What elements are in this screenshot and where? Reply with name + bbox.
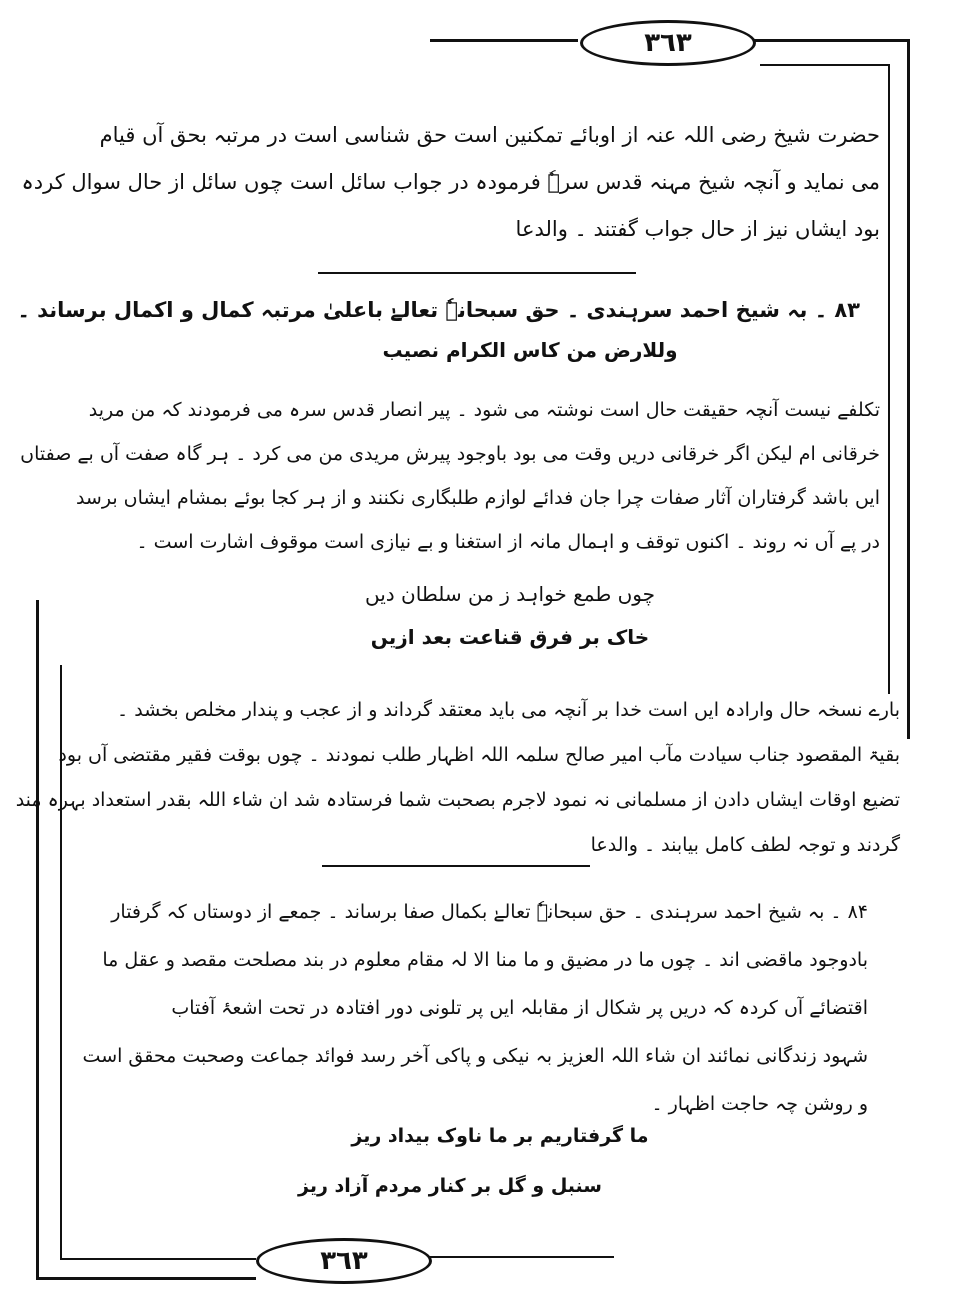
- letter-84-line: شہود زندگانی نمائند ان شاء اللہ العزیز بہ نیکی و پاکی آخر رسد فوائد جماعت وصحبت محقق است: [82, 1045, 868, 1067]
- separator-rule: [318, 272, 636, 274]
- letter-84-verse-line-2: سنبل و گل بر کنار مردم آزاد ریز: [298, 1175, 602, 1197]
- frame-bottom-line: [36, 1277, 256, 1280]
- frame-top-line-right: [750, 39, 910, 42]
- frame-left-line: [36, 600, 39, 1280]
- letter-83-body-2: [15, 688, 900, 868]
- letter-84-heading: ۸۴ ۔ بہ شیخ احمد سرہندی ۔ حق سبحانہٗ تعالےٰ بکمال صفا برساند ۔ جمعے از دوستاں کہ گرفتار: [111, 901, 868, 923]
- letter-83-line: در پے آں نہ روند ۔ اکنوں توقف و اہمال مانہ از استغنا و بے نیازی است موقوف اشارت است ۔: [136, 531, 880, 553]
- letter-84-line: اقتضائے آں کردہ کہ دریں پر شکال از مقابلہ ایں پر تلونی دور افتادہ در تحت اشعۂ آفتاب: [171, 997, 868, 1019]
- letter-83-line: تضیع اوقات ایشاں دادن از مسلمانی نہ نمود لاجرم بصحبت شما فرستادہ شد ان شاء اللہ بقدر استعداد بہرہ مند: [15, 789, 900, 811]
- letter-83-line: تکلفے نیست آنچہ حقیقت حال است نوشتہ می شود ۔ پیر انصار قدس سرہ می فرمودند کہ من مرید: [88, 399, 880, 421]
- page-number-bottom: ٣٦٣: [256, 1238, 432, 1284]
- frame-right-line: [907, 39, 910, 739]
- letter-83-heading-text: ۸۳ ۔ بہ شیخ احمد سرہندی ۔ حق سبحانہٗ تعالےٰ باعلیٰ مرتبہ کمال و اکمال برساند ۔: [17, 298, 860, 322]
- separator-rule: [322, 865, 590, 867]
- frame-top-inner-line: [760, 64, 890, 66]
- letter-84-verse-line-1: ما گرفتاریم بر ما ناوک بیداد ریز: [351, 1125, 649, 1147]
- letter-84-line: بادوجود ماقضی اند ۔ چوں ما در مضیق و ما منا الا لہ مقام معلوم در بند مصلحت مقصد و عقل ما: [102, 949, 868, 971]
- letter-83-body: [20, 388, 880, 564]
- intro-line: می نماید و آنچہ شیخ مہنہ قدس سرہٗ فرمودہ در جواب سائل است چوں سائل از حال سوال کردہ: [21, 170, 880, 194]
- page-number-top: ٣٦٣: [580, 20, 756, 66]
- frame-right-inner-line: [888, 64, 890, 694]
- letter-83-verse-line-2: خاک بر فرق قناعت بعد ازیں: [370, 625, 650, 649]
- letter-83-subheading: وللارض من کاس الکرام نصیب: [382, 338, 678, 362]
- letter-83-line: بارے نسخہ حال وارادہ ایں است خدا بر آنچہ می باید معتقد گرداند و از عجب و پندار مخلص بخشد ۔: [117, 699, 900, 721]
- letter-83-line: بقیۃ المقصود جناب سیادت مآب امیر صالح سلمہ اللہ اظہار طلب نمودند ۔ چوں بوقت فقیر مقتضی آں بود: [58, 744, 900, 766]
- intro-line: حضرت شیخ رضی اللہ عنہ از اوبائے تمکنین است حق شناسی است در مرتبہ بحق آں قیام: [99, 123, 880, 147]
- letter-83-verse-line-1: چوں طمع خواہد ز من سلطان دیں: [365, 582, 655, 606]
- letter-84-line: و روشن چہ حاجت اظہار ۔: [651, 1093, 868, 1115]
- intro-line: بود ایشاں نیز از حال جواب گفتند ۔ والدعا: [515, 217, 880, 241]
- frame-top-line: [430, 39, 578, 42]
- letter-83-line: گردند و توجہ لطف کامل بیابند ۔ والدعا: [590, 834, 900, 856]
- frame-bottom-inner-line: [60, 1258, 256, 1260]
- letter-83-line: ایں باشد گرفتاران آثار صفات چرا جان فدائے لوازم طلبگاری نکنند و از ہر کجا بوئے بمشام ایشاں برسد: [75, 487, 880, 509]
- intro-paragraph: [21, 112, 880, 253]
- frame-bottom-line-right: [424, 1256, 614, 1258]
- letter-83-line: خرقانی ام لیکن اگر خرقانی دریں وقت می بود باوجود پیرش مریدی من می کرد ۔ ہر گاہ صفت آں بے صفتاں: [20, 443, 880, 465]
- letter-83-heading: [17, 298, 860, 322]
- letter-84-body: [82, 888, 868, 1128]
